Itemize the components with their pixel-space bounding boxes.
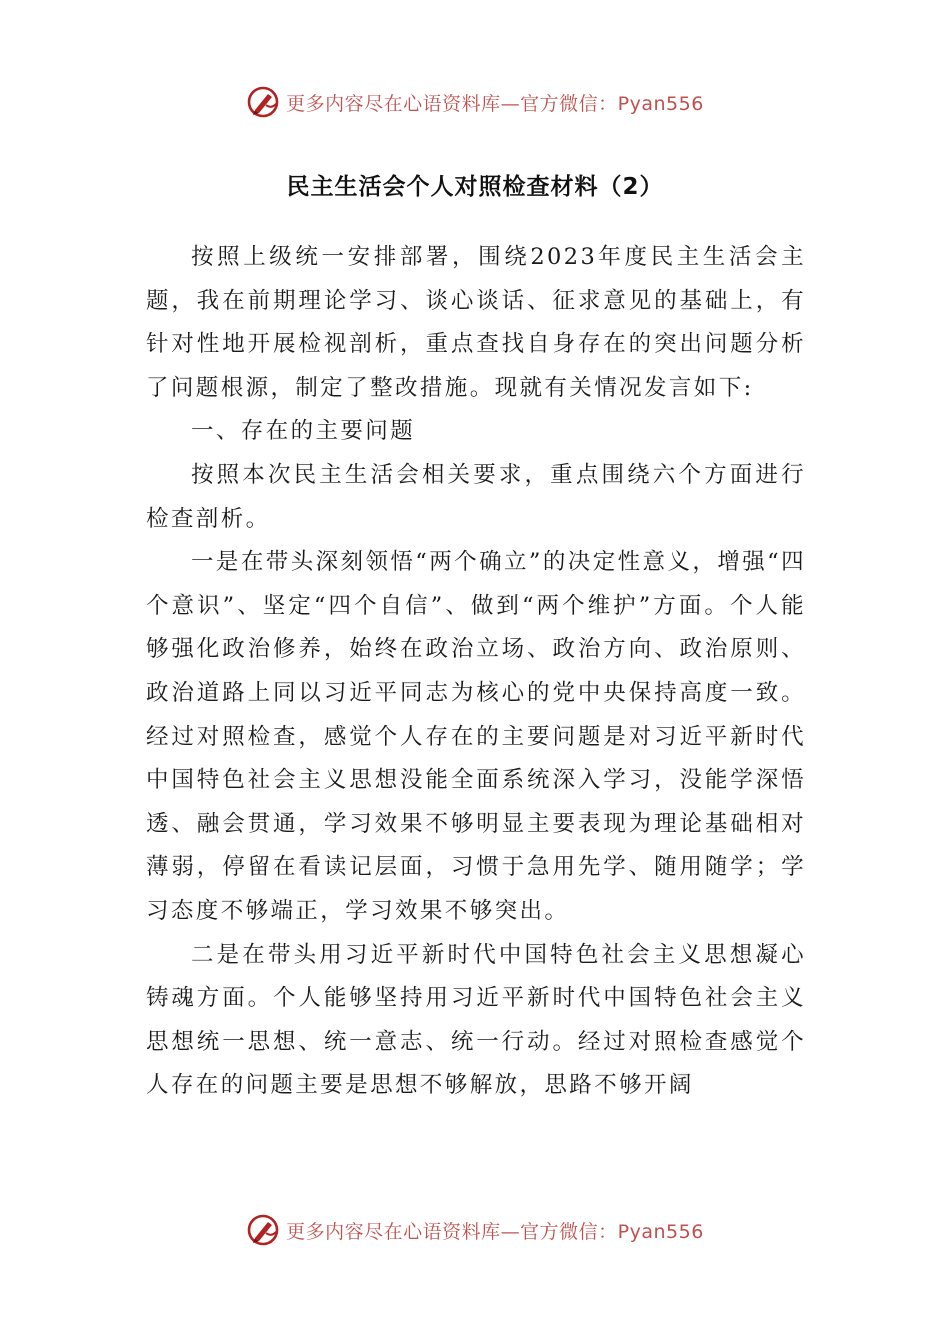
section-heading: 一、存在的主要问题 <box>191 418 416 445</box>
paragraph: 按照本次民主生活会相关要求，重点围绕六个方面进行检查剖析。 <box>146 461 806 532</box>
watermark-wechat-id: Pyan556 <box>617 1220 704 1243</box>
watermark-label: 更多内容尽在心语资料库—官方微信： <box>286 92 618 115</box>
watermark-label: 更多内容尽在心语资料库—官方微信： <box>286 1220 618 1243</box>
paragraph-intro: 按照上级统一安排部署，围绕2023年度民主生活会主题，我在前期理论学习、谈心谈话、征求意见的基础上，有针对性地开展检视剖析，重点查找自身存在的突出问题分析了问题根源，制定了整改措施。现就有关情况发言如下: <box>146 244 806 401</box>
pen-circle-logo-icon <box>246 85 280 119</box>
page-title: 民主生活会个人对照检查材料（2） <box>286 174 664 200</box>
watermark-text <box>286 1217 704 1244</box>
pen-circle-logo-icon <box>246 1213 280 1247</box>
footer-watermark <box>0 1210 950 1250</box>
paragraph: 一是在带头深刻领悟“两个确立”的决定性意义，增强“四个意识”、坚定“四个自信”、做到“两个维护”方面。个人能够强化政治修养，始终在政治立场、政治方向、政治原则、政治道路上同以习近平同志为核心的党中央保持高度一致。经过对照检查，感觉个人存在的主要问题是对习近平新时代中国特色社会主义思想没能全面系统深入学习，没能学深悟透、融会贯通，学习效果不够明显主要表现为理论基础相对薄弱，停留在看读记层面，习惯于急用先学、随用随学；学习态度不够端正，学习效果不够突出。 <box>146 549 806 924</box>
document-body <box>146 236 806 1108</box>
watermark-wechat-id: Pyan556 <box>617 92 704 115</box>
paragraph: 二是在带头用习近平新时代中国特色社会主义思想凝心铸魂方面。个人能够坚持用习近平新时代中国特色社会主义思想统一思想、统一意志、统一行动。经过对照检查感觉个人存在的问题主要是思想不够解放，思路不够开阔 <box>146 941 806 1099</box>
watermark-text <box>286 89 704 116</box>
header-watermark <box>0 82 950 122</box>
